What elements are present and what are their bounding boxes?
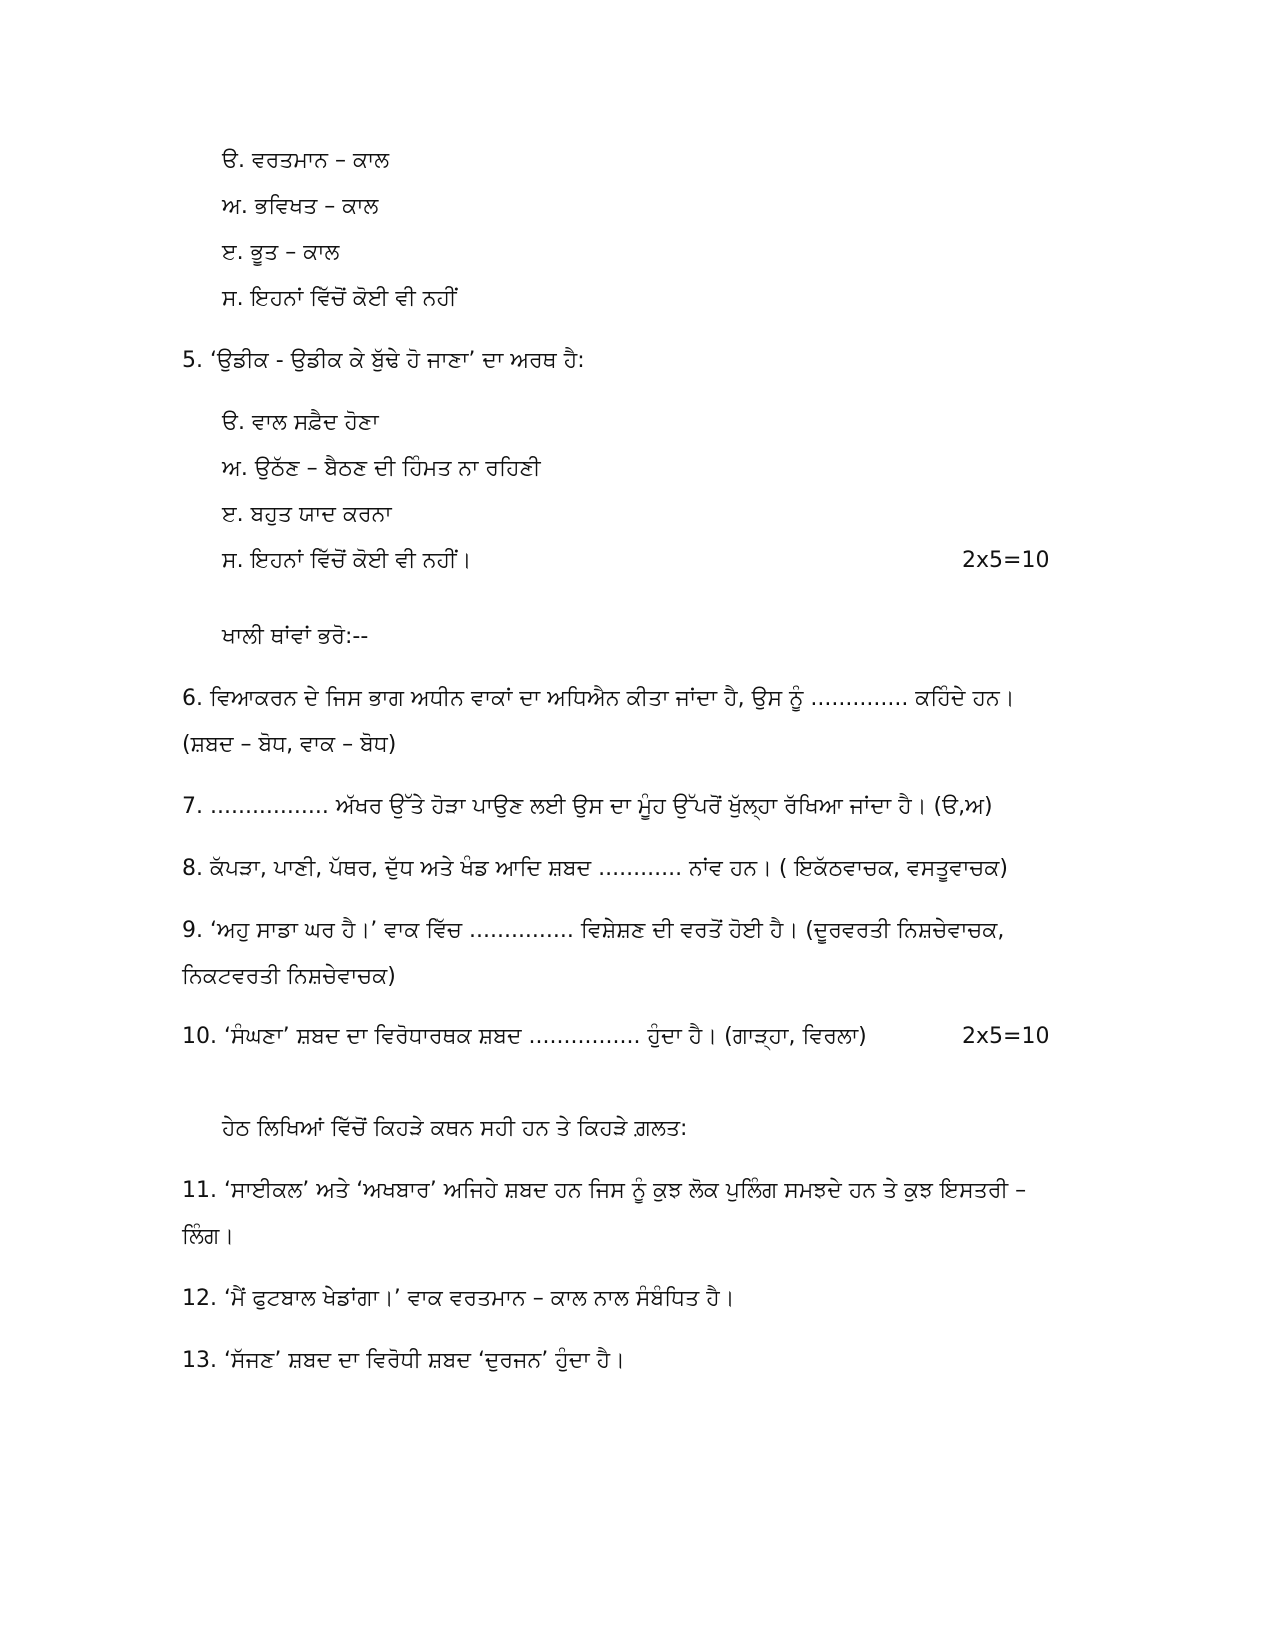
- true-false-heading: ਹੇਠ ਲਿਖਿਆਂ ਵਿੱਚੋਂ ਕਿਹੜੇ ਕਥਨ ਸਹੀ ਹਨ ਤੇ ਕਿਹੜੇ ਗ਼ਲਤ:: [222, 1116, 688, 1141]
- q4-option-a: ੳ. ਵਰਤਮਾਨ – ਕਾਲ: [222, 148, 390, 173]
- q4-option-d: ਸ. ਇਹਨਾਂ ਵਿੱਚੋਂ ਕੋਈ ਵੀ ਨਹੀਂ: [222, 286, 457, 311]
- q4-option-b: ਅ. ਭਵਿਖਤ – ਕਾਲ: [222, 194, 379, 219]
- q5-option-c: ੲ. ਬਹੁਤ ਯਾਦ ਕਰਨਾ: [222, 502, 392, 527]
- q12-text: 12. ‘ਮੈਂ ਫੁਟਬਾਲ ਖੇਡਾਂਗਾ।’ ਵਾਕ ਵਰਤਮਾਨ – ਕਾਲ ਨਾਲ ਸੰਬੰਧਿਤ ਹੈ।: [182, 1286, 735, 1311]
- q5-option-b: ਅ. ਉਠੱਣ – ਬੈਠਣ ਦੀ ਹਿੰਮਤ ਨਾ ਰਹਿਣੀ: [222, 456, 541, 481]
- q5-question: 5. ‘ਉਡੀਕ - ਉਡੀਕ ਕੇ ਬੁੱਢੇ ਹੋ ਜਾਣਾ’ ਦਾ ਅਰਥ ਹੈ:: [182, 348, 585, 373]
- q6-line-1: 6. ਵਿਆਕਰਨ ਦੇ ਜਿਸ ਭਾਗ ਅਧੀਨ ਵਾਕਾਂ ਦਾ ਅਧਿਐਨ ਕੀਤਾ ਜਾਂਦਾ ਹੈ, ਉਸ ਨੂੰ .............. ਕਹਿੰਦੇ ਹਨ।: [182, 686, 1015, 711]
- q9-line-2: ਨਿਕਟਵਰਤੀ ਨਿਸ਼ਚੇਵਾਚਕ): [182, 964, 396, 989]
- q5-option-a: ੳ. ਵਾਲ ਸਫ਼ੈਦ ਹੋਣਾ: [222, 410, 379, 435]
- q10-text: 10. ‘ਸੰਘਣਾ’ ਸ਼ਬਦ ਦਾ ਵਿਰੋਧਾਰਥਕ ਸ਼ਬਦ ................ ਹੁੰਦਾ ਹੈ। (ਗਾੜ੍ਹਾ, ਵਿਰਲਾ): [182, 1024, 867, 1049]
- q8-text: 8. ਕੱਪੜਾ, ਪਾਣੀ, ਪੱਥਰ, ਦੁੱਧ ਅਤੇ ਖੰਡ ਆਦਿ ਸ਼ਬਦ ............ ਨਾਂਵ ਹਨ। ( ਇਕੱਠਵਾਚਕ, ਵਸਤੂਵਾਚਕ): [182, 856, 1008, 881]
- q4-option-c: ੲ. ਭੂਤ – ਕਾਲ: [222, 240, 340, 265]
- q9-line-1: 9. ‘ਅਹੁ ਸਾਡਾ ਘਰ ਹੈ।’ ਵਾਕ ਵਿੱਚ ............... ਵਿਸ਼ੇਸ਼ਣ ਦੀ ਵਰਤੋਂ ਹੋਈ ਹੈ। (ਦੂਰਵਰਤੀ ਨਿਸ਼ਚੇਵਾਚਕ,: [182, 918, 1005, 943]
- q7-text: 7. ................. ਅੱਖਰ ਉੱਤੇ ਹੋੜਾ ਪਾਉਣ ਲਈ ਉਸ ਦਾ ਮੂੰਹ ਉੱਪਰੋਂ ਖੁੱਲ੍ਹਾ ਰੱਖਿਆ ਜਾਂਦਾ ਹੈ। (ੳ,ਅ): [182, 794, 993, 819]
- q11-line-2: ਲਿੰਗ।: [182, 1224, 235, 1249]
- q5-option-d: ਸ. ਇਹਨਾਂ ਵਿੱਚੋਂ ਕੋਈ ਵੀ ਨਹੀਂ।: [222, 548, 472, 573]
- q5-marks: 2x5=10: [962, 548, 1050, 573]
- q11-line-1: 11. ‘ਸਾਈਕਲ’ ਅਤੇ ‘ਅਖਬਾਰ’ ਅਜਿਹੇ ਸ਼ਬਦ ਹਨ ਜਿਸ ਨੂੰ ਕੁਝ ਲੋਕ ਪੁਲਿੰਗ ਸਮਝਦੇ ਹਨ ਤੇ ਕੁਝ ਇਸਤਰੀ –: [182, 1178, 1027, 1203]
- fill-blanks-marks: 2x5=10: [962, 1024, 1050, 1049]
- q13-text: 13. ‘ਸੱਜਣ’ ਸ਼ਬਦ ਦਾ ਵਿਰੋਧੀ ਸ਼ਬਦ ‘ਦੁਰਜਨ’ ਹੁੰਦਾ ਹੈ।: [182, 1348, 625, 1373]
- fill-blanks-heading: ਖਾਲੀ ਥਾਂਵਾਂ ਭਰੋ:--: [222, 624, 369, 649]
- q6-line-2: (ਸ਼ਬਦ – ਬੋਧ, ਵਾਕ – ਬੋਧ): [182, 732, 397, 757]
